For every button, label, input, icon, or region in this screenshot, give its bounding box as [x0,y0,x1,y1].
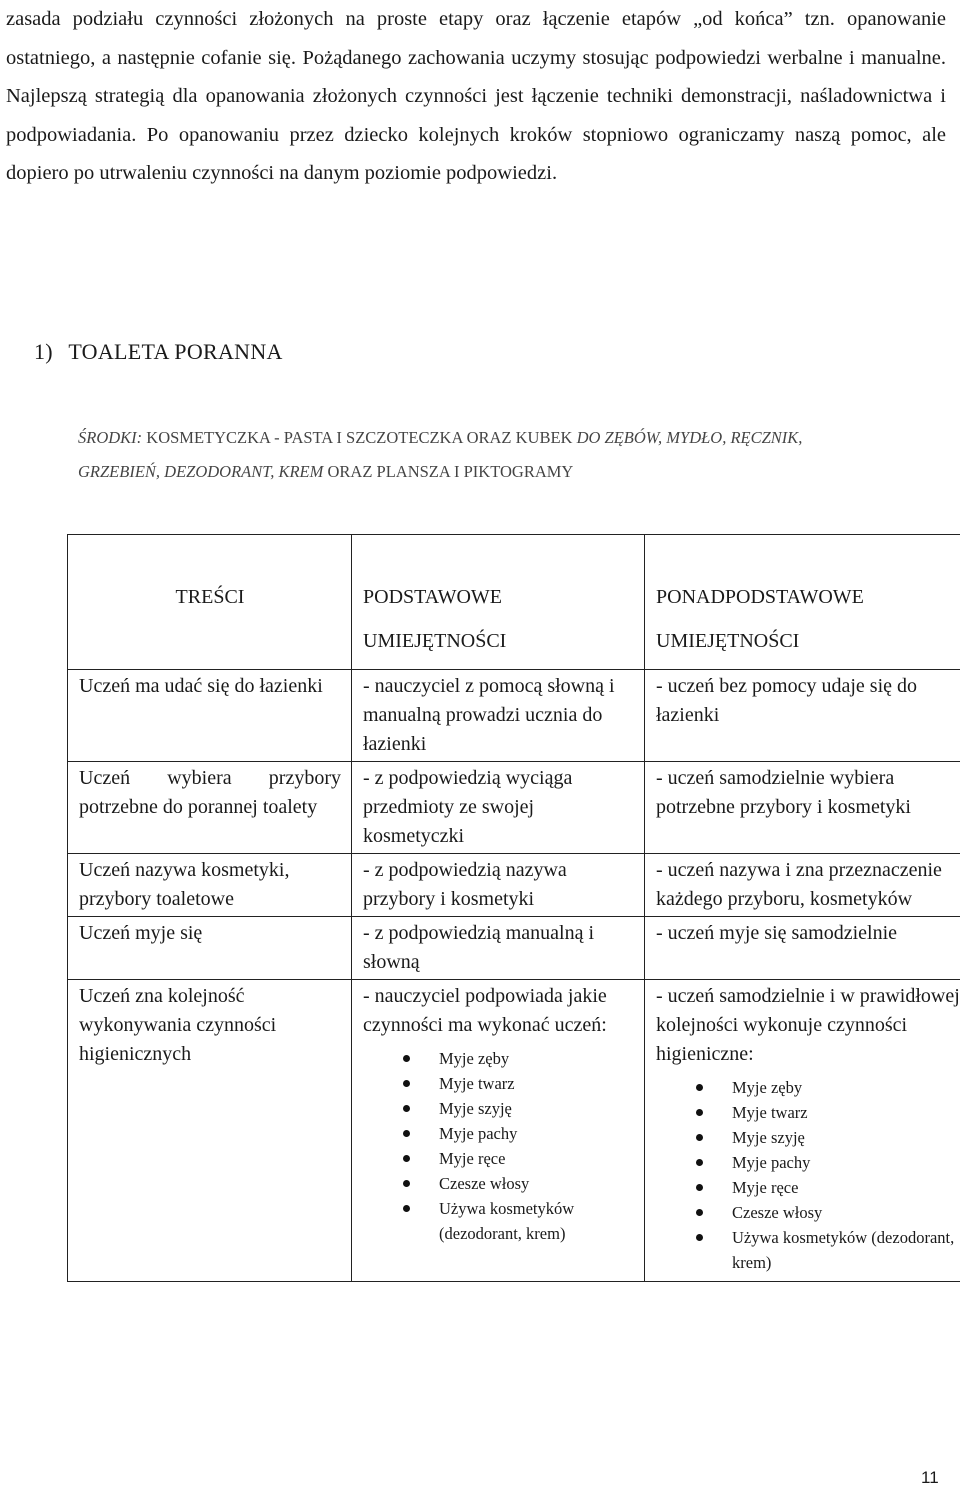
row-advanced: - uczeń myje się samodzielnie [645,917,960,980]
table-row [68,917,960,980]
table-row [68,670,960,762]
section-number: 1) [34,339,53,364]
table-row [68,762,960,854]
section-title: TOALETA PORANNA [68,339,283,364]
table-row [68,854,960,917]
basic-steps-list [363,1046,634,1246]
header-content: TREŚCI [68,535,352,670]
list-item: Myje zęby [656,1075,960,1100]
list-item: Czesze włosy [363,1171,634,1196]
list-item: Używa kosmetyków (dezodorant, krem) [656,1225,960,1275]
advanced-steps-list [656,1075,960,1275]
skills-table [67,534,960,1282]
row-advanced-text: - uczeń samodzielnie i w prawidłowej kolejności wykonuje czynności higieniczne: [656,985,960,1065]
list-item: Myje szyję [363,1096,634,1121]
means-part-2: DO ZĘBÓW, MYDŁO, RĘCZNIK, GRZEBIEŃ, DEZODORANT, KREM [78,428,803,481]
row-basic: - z podpowiedzią manualną i słowną [352,917,645,980]
row-advanced: - uczeń nazywa i zna przeznaczenie każdego przyboru, kosmetyków [645,854,960,917]
row-advanced [645,980,960,1282]
list-item: Myje ręce [363,1146,634,1171]
intro-text: zasada podziału czynności złożonych na proste etapy oraz łączenie etapów „od końca” tzn. opanowanie ostatniego, a następnie cofanie się. Pożądanego zachowania uczymy stosując podpowiedzi werbalne i manualne. Najlepszą strategią dla opanowania złożonych czynności jest łączenie techniki demonstracji, naśladownictwa i podpowiadania. Po opanowaniu przez dziecko kolejnych kroków stopniowo ograniczamy naszą pomoc, ale dopiero po utrwaleniu czynności na danym poziomie podpowiedzi. [6,8,946,184]
row-basic-text: - nauczyciel z pomocą słowną i manualną prowadzi ucznia do łazienki [363,675,615,755]
means-line [78,421,878,489]
row-content: Uczeń zna kolejność wykonywania czynności higienicznych [68,980,352,1282]
list-item: Myje twarz [363,1071,634,1096]
header-basic: PODSTAWOWE UMIEJĘTNOŚCI [352,535,645,670]
intro-paragraph [6,0,946,193]
means-part-1: KOSMETYCZKA - PASTA I SZCZOTECZKA ORAZ KUBEK [146,428,573,447]
row-basic [352,980,645,1282]
list-item: Myje pachy [656,1150,960,1175]
row-content: Uczeń ma udać się do łazienki [68,670,352,762]
list-item: Używa kosmetyków (dezodorant, krem) [363,1196,634,1246]
row-basic [352,670,645,762]
means-label: ŚRODKI: [78,428,143,447]
table-row [68,980,960,1282]
header-advanced: PONADPODSTAWOWE UMIEJĘTNOŚCI [645,535,960,670]
row-content: Uczeń wybiera przybory potrzebne do porannej toalety [68,762,352,854]
list-item: Myje pachy [363,1121,634,1146]
page-number: 11 [921,1468,939,1487]
section-heading [34,339,283,365]
row-advanced: - uczeń samodzielnie wybiera potrzebne przybory i kosmetyki [645,762,960,854]
row-basic-text: - nauczyciel podpowiada jakie czynności ma wykonać uczeń: [363,985,607,1036]
list-item: Myje zęby [363,1046,634,1071]
row-content: Uczeń myje się [68,917,352,980]
row-basic: - z podpowiedzią nazywa przybory i kosmetyki [352,854,645,917]
table-header-row [68,535,960,670]
row-advanced: - uczeń bez pomocy udaje się do łazienki [645,670,960,762]
means-part-3: ORAZ PLANSZA I PIKTOGRAMY [327,462,574,481]
list-item: Czesze włosy [656,1200,960,1225]
row-basic: - z podpowiedzią wyciąga przedmioty ze swojej kosmetyczki [352,762,645,854]
list-item: Myje twarz [656,1100,960,1125]
row-content: Uczeń nazywa kosmetyki, przybory toaletowe [68,854,352,917]
list-item: Myje ręce [656,1175,960,1200]
list-item: Myje szyję [656,1125,960,1150]
